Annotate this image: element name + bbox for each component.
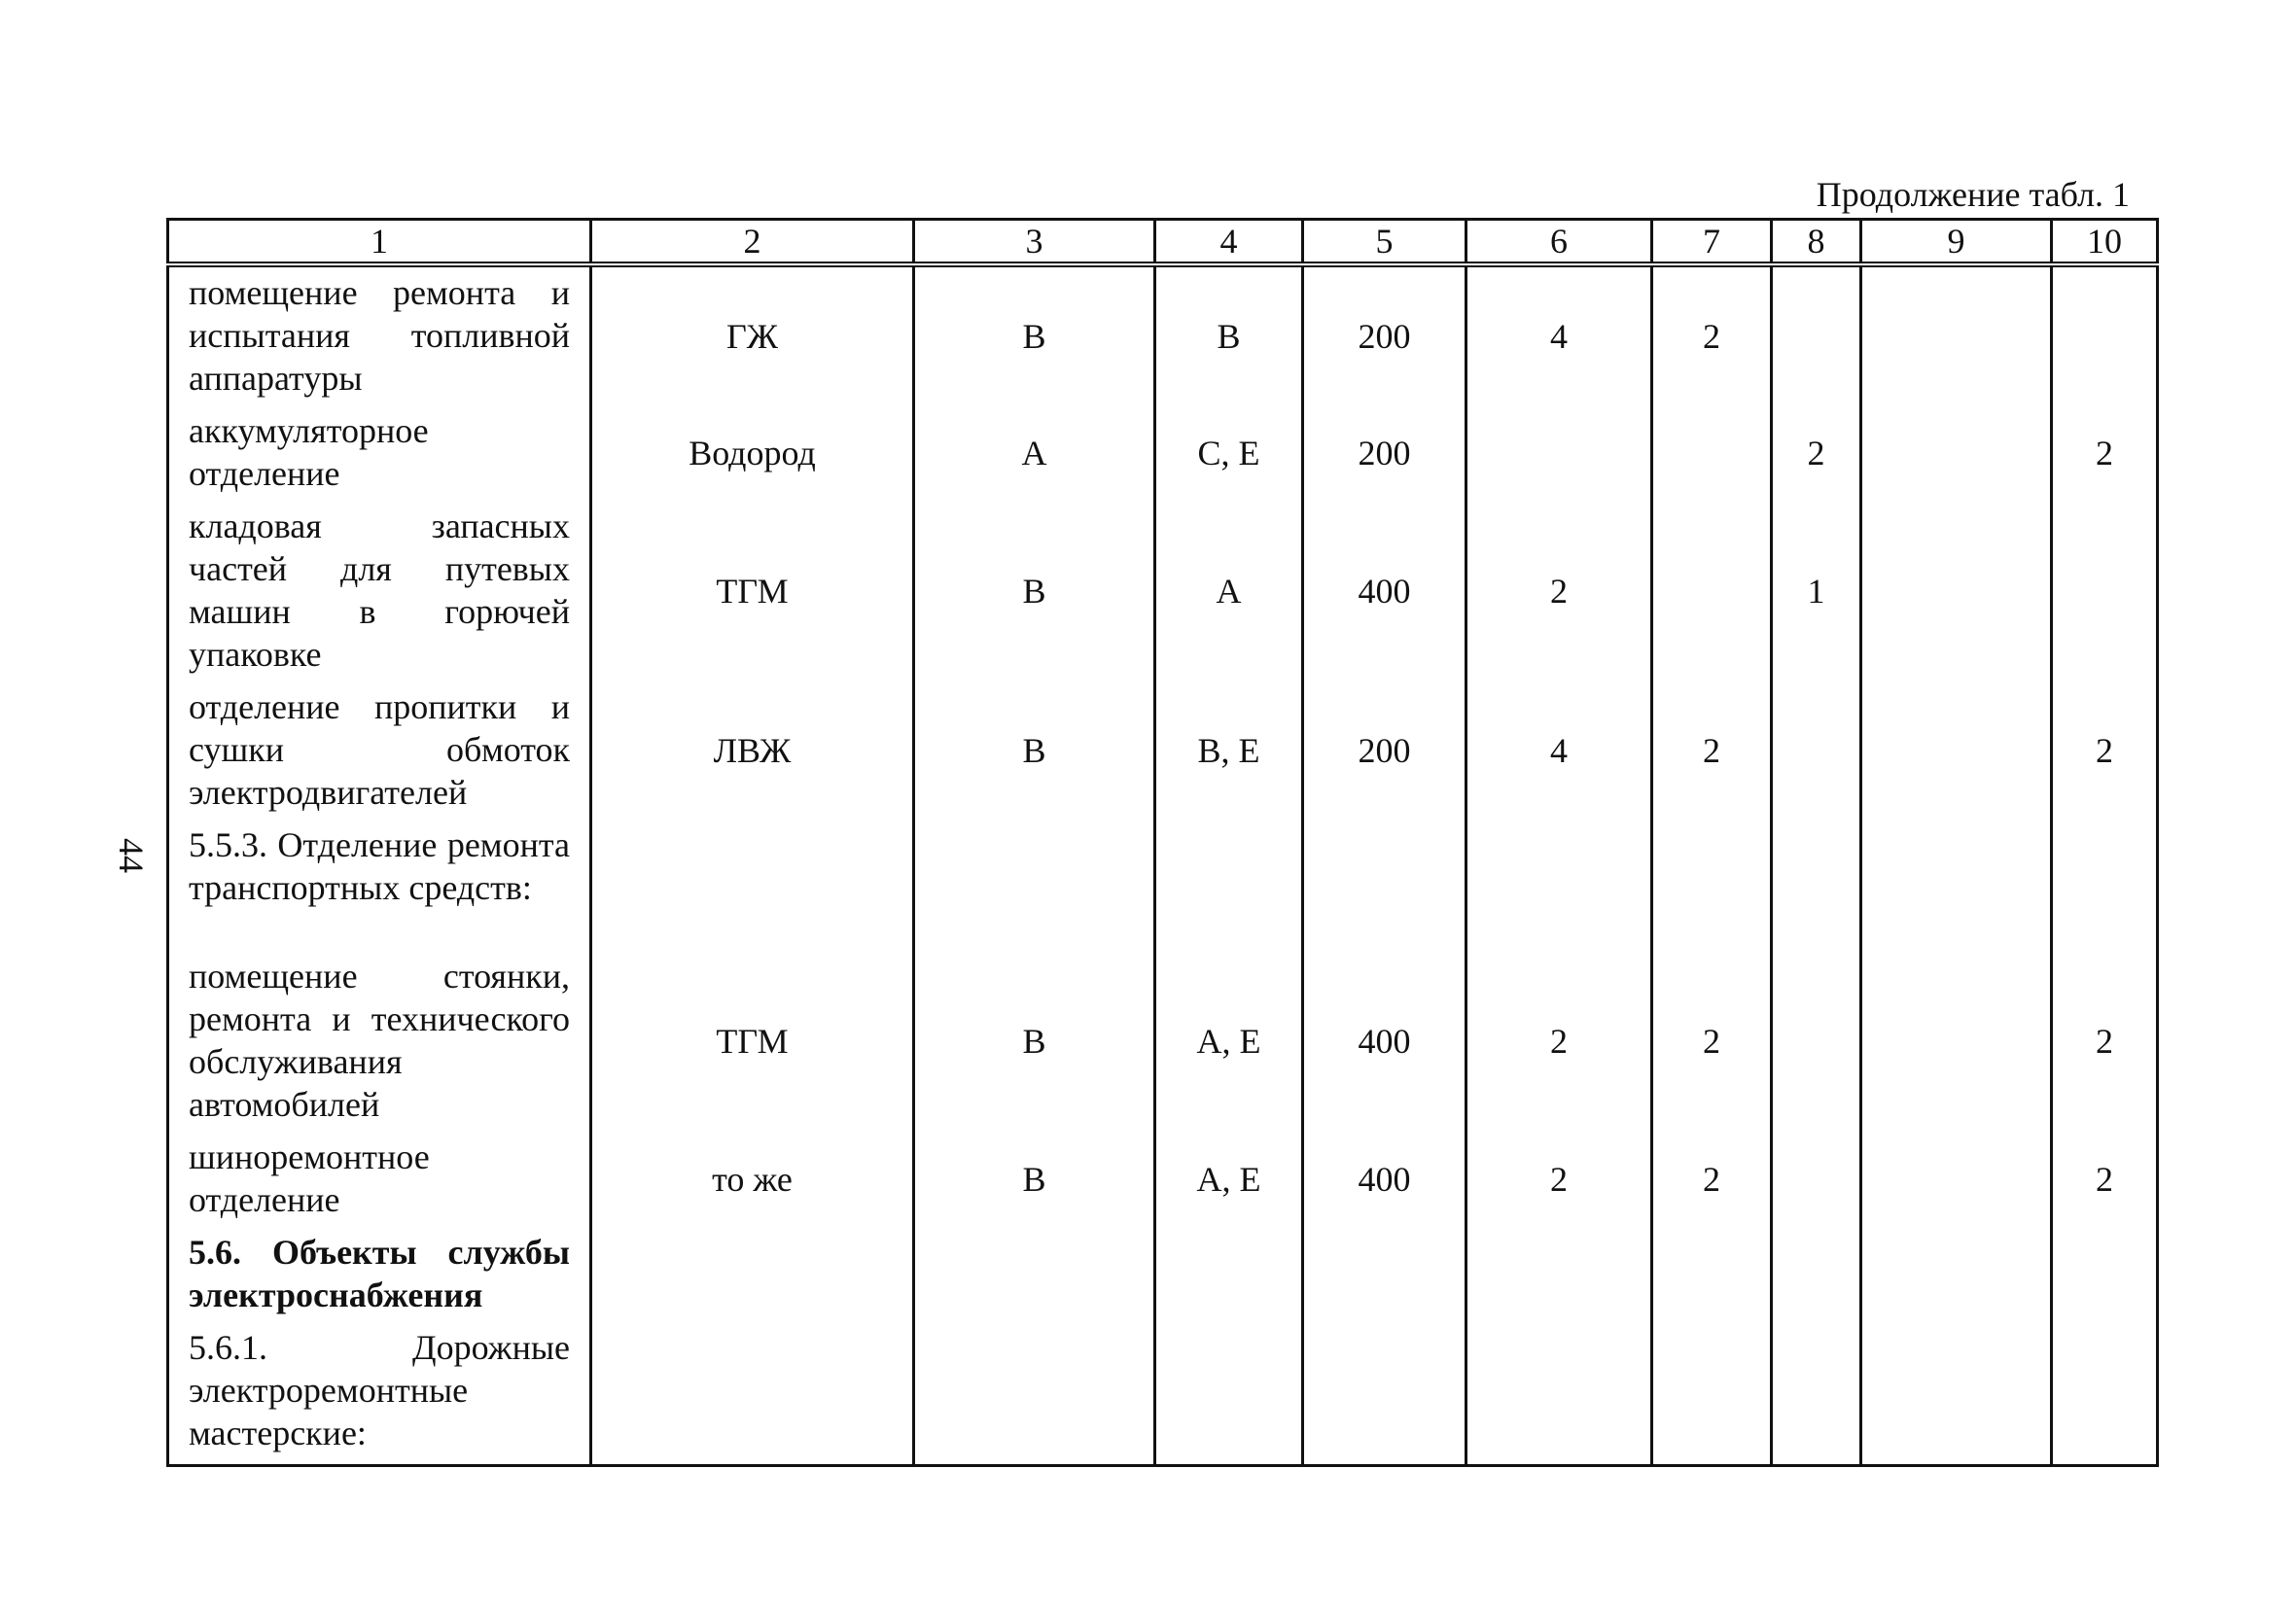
col-header-10: 10	[2052, 220, 2158, 265]
page-number: 44	[112, 838, 151, 873]
cell-col-2	[591, 1322, 914, 1466]
row-name-cell: кладовая запасных частей для путевых машин в горючей упаковке	[168, 501, 591, 682]
cell-col-8	[1772, 264, 1861, 405]
cell-col-9	[1861, 405, 2052, 501]
cell-col-10	[2052, 264, 2158, 405]
cell-col-9	[1861, 1322, 2052, 1466]
cell-col-9	[1861, 951, 2052, 1132]
table-row	[168, 264, 2158, 405]
cell-col-9	[1861, 820, 2052, 951]
cell-col-4	[1155, 820, 1303, 951]
cell-col-4: А	[1155, 501, 1303, 682]
cell-col-4: В	[1155, 264, 1303, 405]
cell-col-7	[1652, 1322, 1772, 1466]
cell-col-6	[1466, 1227, 1652, 1322]
cell-col-9	[1861, 1227, 2052, 1322]
cell-col-8	[1772, 820, 1861, 951]
cell-col-10: 2	[2052, 682, 2158, 820]
row-name-cell: помещение стоянки, ремонта и технического обслуживания автомобилей	[168, 951, 591, 1132]
cell-col-9	[1861, 501, 2052, 682]
cell-col-5: 200	[1303, 405, 1466, 501]
cell-col-6: 2	[1466, 951, 1652, 1132]
cell-col-10	[2052, 820, 2158, 951]
col-header-2: 2	[591, 220, 914, 265]
row-name-cell: 5.6. Объекты службы электроснабжения	[168, 1227, 591, 1322]
col-header-3: 3	[914, 220, 1155, 265]
cell-col-4: С, Е	[1155, 405, 1303, 501]
cell-col-3	[914, 1227, 1155, 1322]
cell-col-10	[2052, 1227, 2158, 1322]
row-name-cell: 5.5.3. Отделение ремонта транспортных средств:	[168, 820, 591, 951]
cell-col-2: ГЖ	[591, 264, 914, 405]
col-header-7: 7	[1652, 220, 1772, 265]
cell-col-7: 2	[1652, 264, 1772, 405]
cell-col-8	[1772, 951, 1861, 1132]
cell-col-5: 200	[1303, 682, 1466, 820]
row-name-cell: отделение пропитки и сушки обмоток электродвигателей	[168, 682, 591, 820]
cell-col-8: 2	[1772, 405, 1861, 501]
cell-col-6: 2	[1466, 1132, 1652, 1227]
table-body	[168, 264, 2158, 1466]
col-header-6: 6	[1466, 220, 1652, 265]
table-row	[168, 1227, 2158, 1322]
cell-col-2: ТГМ	[591, 501, 914, 682]
cell-col-7: 2	[1652, 951, 1772, 1132]
cell-col-2	[591, 1227, 914, 1322]
cell-col-9	[1861, 682, 2052, 820]
cell-col-7	[1652, 501, 1772, 682]
cell-col-5: 200	[1303, 264, 1466, 405]
table-row	[168, 1132, 2158, 1227]
cell-col-8	[1772, 682, 1861, 820]
cell-col-5	[1303, 820, 1466, 951]
header-row	[168, 220, 2158, 265]
cell-col-6	[1466, 1322, 1652, 1466]
row-name-cell: помещение ремонта и испытания топливной аппаратуры	[168, 264, 591, 405]
cell-col-3: В	[914, 1132, 1155, 1227]
cell-col-10: 2	[2052, 405, 2158, 501]
col-header-4: 4	[1155, 220, 1303, 265]
cell-col-8: 1	[1772, 501, 1861, 682]
cell-col-6: 4	[1466, 264, 1652, 405]
data-table	[166, 218, 2159, 1467]
cell-col-7: 2	[1652, 1132, 1772, 1227]
table-row	[168, 1322, 2158, 1466]
cell-col-10	[2052, 501, 2158, 682]
table-row	[168, 405, 2158, 501]
cell-col-8	[1772, 1322, 1861, 1466]
cell-col-6: 2	[1466, 501, 1652, 682]
cell-col-8	[1772, 1132, 1861, 1227]
cell-col-3: В	[914, 501, 1155, 682]
cell-col-10	[2052, 1322, 2158, 1466]
cell-col-3: А	[914, 405, 1155, 501]
cell-col-2: ТГМ	[591, 951, 914, 1132]
cell-col-9	[1861, 1132, 2052, 1227]
table-header	[168, 220, 2158, 265]
col-header-9: 9	[1861, 220, 2052, 265]
cell-col-2: ЛВЖ	[591, 682, 914, 820]
col-header-5: 5	[1303, 220, 1466, 265]
cell-col-9	[1861, 264, 2052, 405]
cell-col-2	[591, 820, 914, 951]
cell-col-2: Водород	[591, 405, 914, 501]
table-row	[168, 682, 2158, 820]
cell-col-6	[1466, 820, 1652, 951]
col-header-1: 1	[168, 220, 591, 265]
cell-col-5: 400	[1303, 951, 1466, 1132]
cell-col-7: 2	[1652, 682, 1772, 820]
cell-col-4: В, Е	[1155, 682, 1303, 820]
cell-col-5: 400	[1303, 1132, 1466, 1227]
cell-col-5	[1303, 1227, 1466, 1322]
row-name-cell: аккумуляторное отделение	[168, 405, 591, 501]
cell-col-3: В	[914, 951, 1155, 1132]
cell-col-10: 2	[2052, 951, 2158, 1132]
cell-col-7	[1652, 820, 1772, 951]
table-row	[168, 501, 2158, 682]
cell-col-4	[1155, 1322, 1303, 1466]
cell-col-4: А, Е	[1155, 1132, 1303, 1227]
table-row	[168, 951, 2158, 1132]
cell-col-10: 2	[2052, 1132, 2158, 1227]
cell-col-4	[1155, 1227, 1303, 1322]
table-row	[168, 820, 2158, 951]
row-name-cell: шиноремонтное отделение	[168, 1132, 591, 1227]
cell-col-5: 400	[1303, 501, 1466, 682]
cell-col-5	[1303, 1322, 1466, 1466]
cell-col-7	[1652, 405, 1772, 501]
col-header-8: 8	[1772, 220, 1861, 265]
table-caption: Продолжение табл. 1	[1816, 175, 2130, 214]
cell-col-3	[914, 820, 1155, 951]
cell-col-2: то же	[591, 1132, 914, 1227]
cell-col-6	[1466, 405, 1652, 501]
cell-col-3: В	[914, 682, 1155, 820]
cell-col-7	[1652, 1227, 1772, 1322]
cell-col-4: А, Е	[1155, 951, 1303, 1132]
cell-col-6: 4	[1466, 682, 1652, 820]
cell-col-3	[914, 1322, 1155, 1466]
cell-col-8	[1772, 1227, 1861, 1322]
cell-col-3: В	[914, 264, 1155, 405]
row-name-cell: 5.6.1. Дорожные электроремонтные мастерские:	[168, 1322, 591, 1466]
